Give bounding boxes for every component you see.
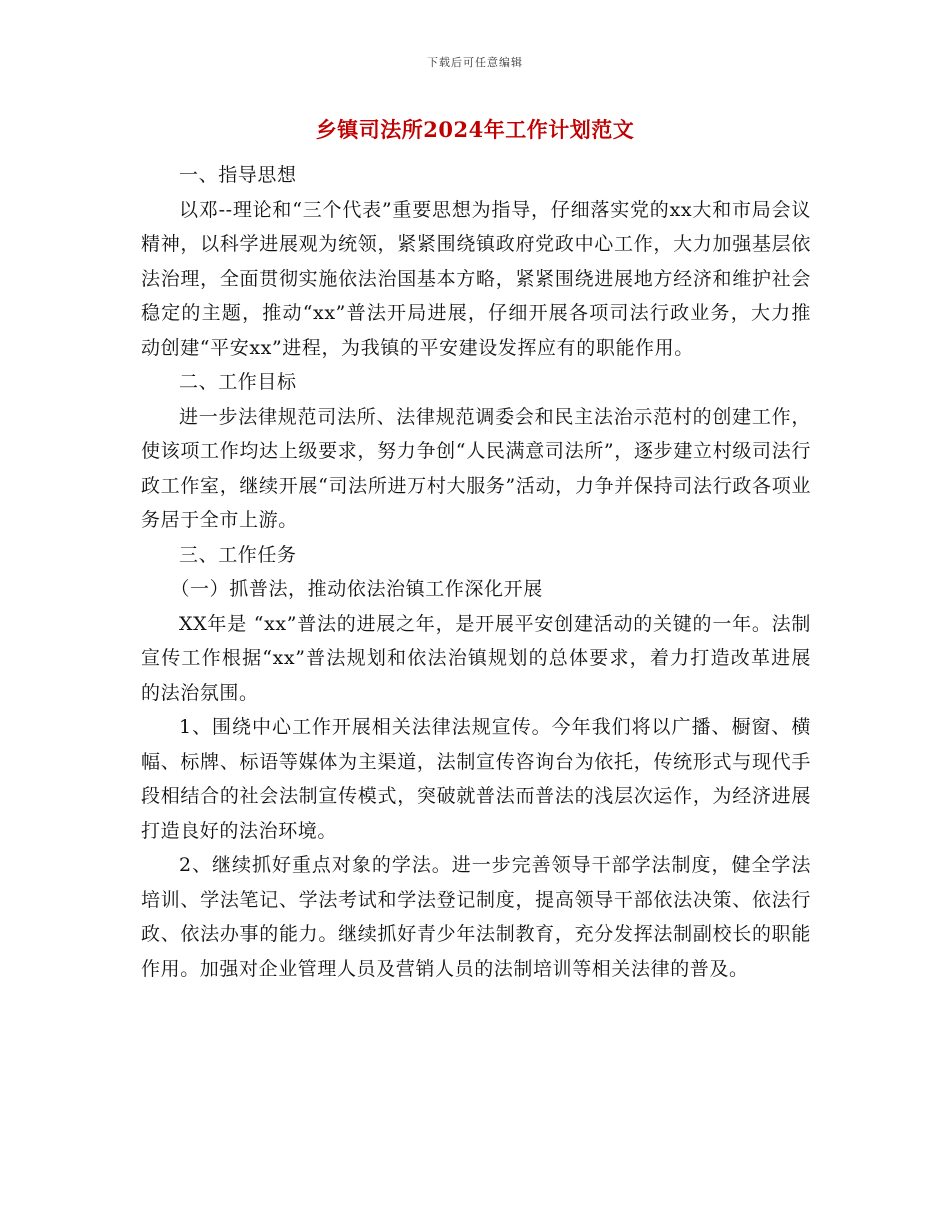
section-heading-work-goals: 二、工作目标 <box>179 371 297 393</box>
section-heading-work-tasks: 三、工作任务 <box>179 543 297 566</box>
document-title: 乡镇司法所2024年工作计划范文 <box>315 117 635 142</box>
document-body <box>141 158 811 986</box>
paragraph-task-2: 2、继续抓好重点对象的学法。进一步完善领导干部学法制度，健全学法培训、学法笔记、学法考试和学法登记制度，提高领导干部依法决策、依法行政、依法办事的能力。继续抓好青少年法制教育，充分发挥法制副校长的职能作用。加强对企业管理人员及营销人员的法制培训等相关法律的普及。 <box>141 854 811 980</box>
paragraph-guiding-ideology: 以邓--理论和“三个代表”重要思想为指导，仔细落实党的xx大和市局会议精神，以科学进展观为统领，紧紧围绕镇政府党政中心工作，大力加强基层依法治理，全面贯彻实施依法治国基本方略，紧紧围绕进展地方经济和维护社会稳定的主题，推动“xx”普法开局进展，仔细开展各项司法行政业务，大力推动创建“平安xx”进程，为我镇的平安建设发挥应有的职能作用。 <box>141 198 811 359</box>
section-heading-guiding-ideology: 一、指导思想 <box>179 164 297 186</box>
paragraph-task-1: 1、围绕中心工作开展相关法律法规宣传。今年我们将以广播、橱窗、横幅、标牌、标语等媒体为主渠道，法制宣传咨询台为依托，传统形式与现代手段相结合的社会法制宣传模式，突破就普法而普法的浅层次运作，为经济进展打造良好的法治环境。 <box>141 716 811 842</box>
page-header-note: 下载后可任意编辑 <box>427 56 523 69</box>
paragraph-work-goals: 进一步法律规范司法所、法律规范调委会和民主法治示范村的创建工作，使该项工作均达上级要求，努力争创“人民满意司法所”，逐步建立村级司法行政工作室，继续开展“司法所进万村大服务”活动，力争并保持司法行政各项业务居于全市上游。 <box>141 405 811 531</box>
subheading-legal-education: （一）抓普法，推动依法治镇工作深化开展 <box>170 578 543 600</box>
paragraph-legal-education-year: XX年是 “xx”普法的进展之年，是开展平安创建活动的关键的一年。法制宣传工作根据“xx”普法规划和依法治镇规划的总体要求，着力打造改革进展的法治氛围。 <box>141 612 811 704</box>
